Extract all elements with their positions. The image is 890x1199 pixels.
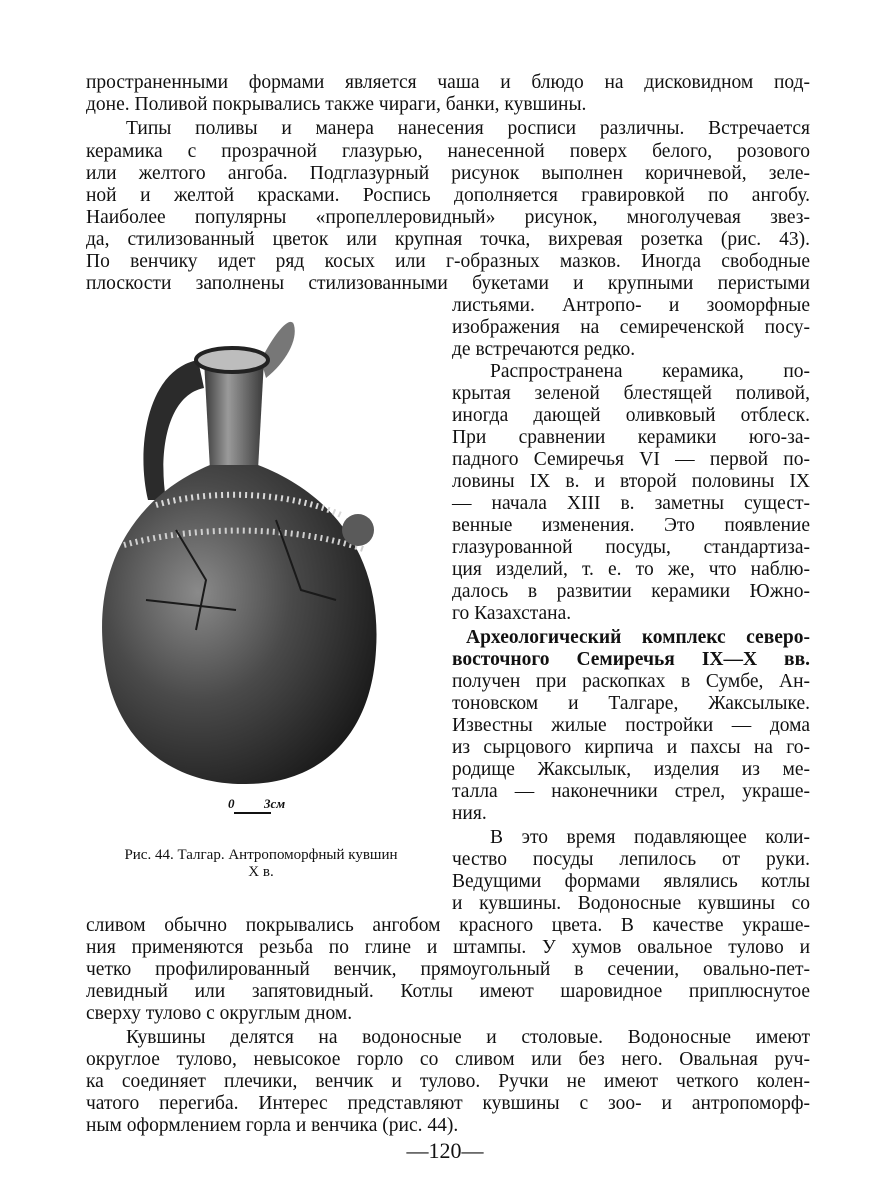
text-line: ка соединяет плечики, венчик и тулово. Ручки не имеют четкого колен- [86, 1071, 810, 1092]
text-line: керамика с прозрачной глазурью, нанесенной поверх белого, розового [86, 141, 810, 162]
text-line: ция изделий, т. е. то же, что наблю- [452, 559, 810, 580]
text-line: левидный или запятовидный. Котлы имеют шаровидное приплюснутое [86, 981, 810, 1002]
jug-rim [196, 348, 268, 372]
text-line: Наиболее популярны «пропеллеровидный» рисунок, многолучевая звез- [86, 207, 810, 228]
text-line: изображения на семиреченской посу- [452, 317, 810, 338]
text-line: Известны жилые постройки — дома [452, 715, 810, 736]
text-line: чатого перегиба. Интерес представляют кувшины с зоо- и антропоморф- [86, 1093, 810, 1114]
jug-figure [86, 300, 436, 820]
text-line: пространенными формами является чаша и блюдо на дисковидном под- [86, 72, 810, 93]
jug-illustration [86, 300, 436, 820]
text-line: ния применяются резьба по глине и штампы. У хумов овальное тулово и [86, 937, 810, 958]
section-heading: восточного Семиречья IX—X вв. [452, 649, 810, 670]
text-line: — начала XIII в. заметны сущест- [452, 493, 810, 514]
text-line: родище Жаксылык, изделия из ме- [452, 759, 810, 780]
text-line: округлое тулово, невысокое горло со сливом или без него. Овальная руч- [86, 1049, 810, 1070]
text-line: падного Семиречья VI — первой по- [452, 449, 810, 470]
text-line: глазурованной посуды, стандартиза- [452, 537, 810, 558]
text-line: сливом обычно покрывались ангобом красного цвета. В качестве украше- [86, 915, 810, 936]
section-heading: Археологический комплекс северо- [466, 627, 810, 648]
text-line: иногда дающей оливковый отблеск. [452, 405, 810, 426]
text-line: Распространена керамика, по- [490, 361, 810, 382]
figure-caption: Рис. 44. Талгар. Антропоморфный кувшин [124, 847, 398, 863]
text-line: и кувшины. Водоносные кувшины со [452, 893, 810, 914]
jug-neck [204, 360, 264, 481]
text-line: Типы поливы и манера нанесения росписи различны. Встречается [126, 118, 810, 139]
text-line: талла — наконечники стрел, украше- [452, 781, 810, 802]
text-line: Ведущими формами являлись котлы [452, 871, 810, 892]
text-line: Кувшины делятся на водоносные и столовые. Водоносные имеют [126, 1027, 810, 1048]
text-line: ной и желтой красками. Роспись дополняется гравировкой по ангобу. [86, 185, 810, 206]
text-line: ловины IX в. и второй половины IX [452, 471, 810, 492]
text-line: доне. Поливой покрывались также чираги, банки, кувшины. [86, 94, 587, 115]
scale-label-unit: 3см [264, 796, 286, 811]
text-line: При сравнении керамики юго-за- [452, 427, 810, 448]
scale-label-zero: 0 [228, 796, 235, 811]
text-line: чество посуды лепилось от руки. [452, 849, 810, 870]
text-line: да, стилизованный цветок или крупная точка, вихревая розетка (рис. 43). [86, 229, 810, 250]
lug-ornament [342, 514, 374, 546]
text-line: крытая зеленой блестящей поливой, [452, 383, 810, 404]
text-line: де встречаются редко. [452, 339, 636, 360]
text-line: из сырцового кирпича и пахсы на го- [452, 737, 810, 758]
text-line: ния. [452, 803, 487, 824]
text-line: тоновском и Талгаре, Жаксылыке. [452, 693, 810, 714]
text-line: сверху тулово с округлым дном. [86, 1003, 353, 1024]
text-line: По венчику идет ряд косых или г-образных мазков. Иногда свободные [86, 251, 810, 272]
text-line: В это время подавляющее коли- [490, 827, 810, 848]
page-number: —120— [406, 1138, 484, 1163]
text-line: плоскости заполнены стилизованными букетами и крупными перистыми [86, 273, 810, 294]
jug-body [102, 465, 376, 784]
text-line: четко профилированный венчик, прямоугольный в сечении, овально-пет- [86, 959, 810, 980]
text-line: далось в развитии керамики Южно- [452, 581, 810, 602]
text-line: или желтого ангоба. Подглазурный рисунок выполнен коричневой, зеле- [86, 163, 810, 184]
text-line: венные изменения. Это появление [452, 515, 810, 536]
text-line: получен при раскопках в Сумбе, Ан- [452, 671, 810, 692]
figure-caption: X в. [248, 864, 274, 880]
text-line: листьями. Антропо- и зооморфные [452, 295, 810, 316]
text-line: го Казахстана. [452, 603, 572, 624]
spout-head [261, 322, 295, 378]
text-line: ным оформлением горла и венчика (рис. 44). [86, 1115, 459, 1136]
